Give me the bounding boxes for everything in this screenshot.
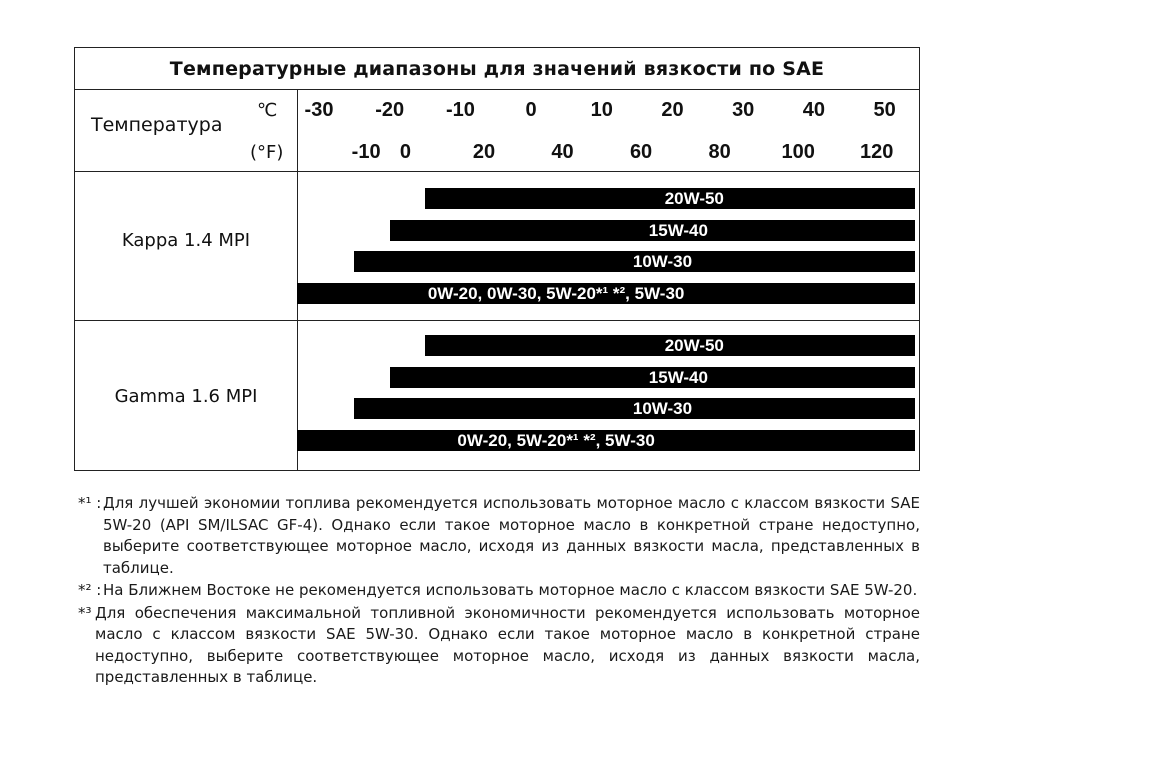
footnote-mark: *¹ : bbox=[78, 494, 102, 512]
celsius-tick: 40 bbox=[802, 99, 826, 121]
footnote-text: На Ближнем Востоке не рекомендуется использовать моторное масло с классом вязкости SAE 5W-20. bbox=[103, 581, 918, 599]
celsius-tick: 20 bbox=[661, 99, 684, 121]
oil-grade-label: 0W-20, 5W-20*¹ *², 5W-30 bbox=[457, 430, 655, 450]
divider-column bbox=[297, 90, 298, 470]
celsius-tick: 0 bbox=[525, 99, 537, 121]
footnotes bbox=[74, 493, 920, 690]
celsius-tick: 50 bbox=[873, 99, 896, 121]
oil-range-bar bbox=[297, 283, 915, 304]
fahrenheit-tick: 40 bbox=[551, 141, 574, 163]
celsius-unit: ℃ bbox=[257, 100, 278, 121]
oil-range-bar bbox=[354, 398, 914, 419]
celsius-tick: 30 bbox=[732, 99, 755, 121]
fahrenheit-tick: 0 bbox=[399, 141, 411, 163]
oil-range-bar bbox=[354, 251, 914, 272]
footnote-text: Для обеспечения максимальной топливной экономичности рекомендуется использовать моторное масло с классом вязкости SAE 5W-30. Однако если такое моторное масло в конкретной стране недоступно, выберите соответствующее моторное масло, исходя из данных вязкости масла, представленных в таблице. bbox=[95, 603, 920, 686]
footnote-1 bbox=[74, 493, 920, 579]
engine-label-gamma: Gamma 1.6 MPI bbox=[114, 386, 258, 407]
footnote-mark: *² : bbox=[78, 581, 102, 599]
celsius-tick: 10 bbox=[590, 99, 613, 121]
celsius-tick: -10 bbox=[445, 99, 475, 121]
celsius-tick: -30 bbox=[304, 99, 334, 121]
fahrenheit-tick: 120 bbox=[860, 141, 894, 163]
divider-header bbox=[75, 171, 919, 172]
fahrenheit-tick: 80 bbox=[708, 141, 731, 163]
fahrenheit-tick: -10 bbox=[351, 141, 381, 163]
viscosity-table bbox=[74, 47, 920, 471]
engine-label-kappa: Kappa 1.4 MPI bbox=[121, 230, 251, 251]
divider-sections bbox=[75, 320, 919, 321]
footnote-3 bbox=[74, 603, 920, 689]
fahrenheit-tick: 20 bbox=[472, 141, 496, 163]
footnote-2 bbox=[74, 580, 920, 602]
footnote-text: Для лучшей экономии топлива рекомендуется использовать моторное масло с классом вязкости SAE 5W-20 (API SM/ILSAC GF-4). Однако если такое моторное масло в конкретной стране недоступно, выберите соответствующее моторное масло, исходя из данных вязкости масла, представленных в таблице. bbox=[103, 494, 920, 577]
oil-grade-label: 20W-50 bbox=[664, 336, 724, 355]
temperature-label: Температура bbox=[91, 114, 223, 136]
oil-grade-label: 15W-40 bbox=[648, 220, 708, 240]
celsius-tick: -20 bbox=[375, 99, 405, 121]
oil-range-bar bbox=[425, 335, 915, 356]
oil-grade-label: 10W-30 bbox=[632, 252, 693, 271]
table-title: Температурные диапазоны для значений вязкости по SAE bbox=[75, 48, 919, 90]
oil-grade-label: 0W-20, 0W-30, 5W-20*¹ *², 5W-30 bbox=[427, 283, 685, 303]
oil-grade-label: 10W-30 bbox=[632, 399, 693, 418]
oil-range-bar bbox=[390, 367, 915, 388]
fahrenheit-tick: 100 bbox=[781, 141, 815, 163]
oil-grade-label: 15W-40 bbox=[648, 367, 708, 387]
oil-range-bar bbox=[390, 220, 915, 241]
fahrenheit-tick: 60 bbox=[629, 141, 653, 163]
fahrenheit-unit: (°F) bbox=[250, 142, 284, 163]
oil-grade-label: 20W-50 bbox=[664, 189, 724, 208]
footnote-mark: *³ bbox=[78, 603, 92, 622]
oil-range-bar bbox=[297, 430, 915, 451]
oil-range-bar bbox=[425, 188, 915, 209]
